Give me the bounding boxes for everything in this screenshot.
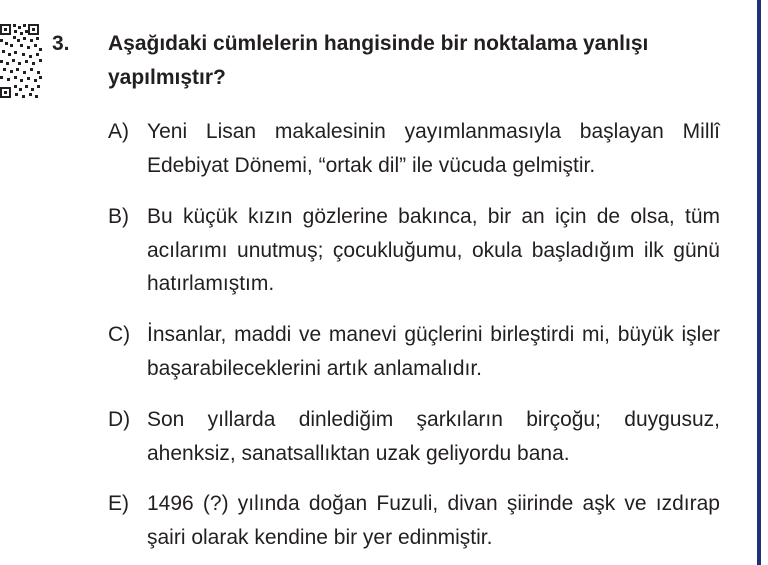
choice-a[interactable] bbox=[108, 115, 720, 182]
choice-b[interactable] bbox=[108, 200, 720, 301]
question-number: 3. bbox=[52, 32, 70, 55]
choice-text: Son yıllarda dinlediğim şarkıların birçoğu; duygusuz, ahenksiz, sanatsallıktan uzak geliyordu bana. bbox=[147, 408, 720, 465]
choice-d[interactable] bbox=[108, 403, 720, 470]
choice-letter: E) bbox=[108, 492, 129, 515]
choice-letter: D) bbox=[108, 408, 131, 431]
page-edge-rule bbox=[757, 0, 761, 565]
choice-letter: B) bbox=[108, 205, 129, 228]
choice-letter: C) bbox=[108, 323, 131, 346]
choice-letter: A) bbox=[108, 120, 129, 143]
choice-text: 1496 (?) yılında doğan Fuzuli, divan şiirinde aşk ve ızdırap şairi olarak kendine bir yer edinmiştir. bbox=[147, 492, 720, 549]
question-stem: Aşağıdaki cümlelerin hangisinde bir noktalama yanlışı yapılmıştır? bbox=[108, 32, 649, 89]
choice-e[interactable] bbox=[108, 487, 720, 554]
choice-text: Yeni Lisan makalesinin yayımlanmasıyla başlayan Millî Edebiyat Dönemi, “ortak dil” ile vücuda gelmiştir. bbox=[147, 120, 720, 177]
choice-text: İnsanlar, maddi ve manevi güçlerini birleştirdi mi, büyük işler başarabileceklerini artık anlamalıdır. bbox=[147, 323, 720, 380]
choice-c[interactable] bbox=[108, 318, 720, 385]
choice-text: Bu küçük kızın gözlerine bakınca, bir an için de olsa, tüm acılarımı unutmuş; çocukluğumu, okula başladığım ilk günü hatırlamıştım. bbox=[147, 205, 720, 295]
qr-code-icon bbox=[0, 24, 42, 98]
